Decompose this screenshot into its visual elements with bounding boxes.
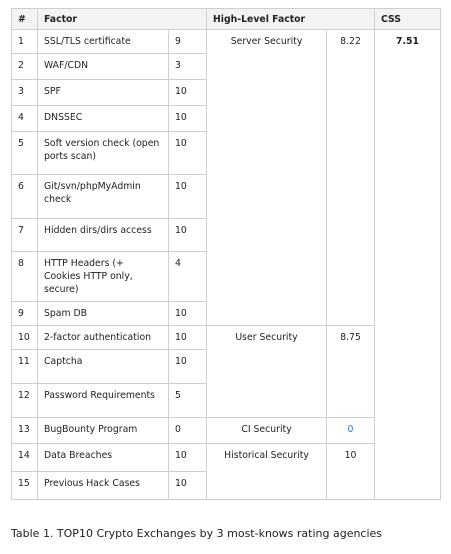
row-number: 13 (12, 418, 38, 444)
factor-name: WAF/CDN (38, 54, 169, 80)
row-number: 2 (12, 54, 38, 80)
css-value: 7.51 (375, 30, 441, 500)
factor-score: 10 (169, 472, 207, 500)
row-number: 3 (12, 80, 38, 106)
row-number: 10 (12, 326, 38, 350)
factor-name: SPF (38, 80, 169, 106)
factor-name: DNSSEC (38, 106, 169, 132)
factor-name: Captcha (38, 350, 169, 384)
header-factor: Factor (38, 9, 207, 30)
factor-score: 10 (169, 219, 207, 252)
factor-name: BugBounty Program (38, 418, 169, 444)
row-number: 4 (12, 106, 38, 132)
group-score: 8.75 (327, 326, 375, 418)
factor-name: Git/svn/phpMyAdmin check (38, 175, 169, 219)
factor-name: 2-factor authentication (38, 326, 169, 350)
table-caption: Table 1. TOP10 Crypto Exchanges by 3 most-knows rating agencies (11, 527, 383, 540)
group-name: User Security (207, 326, 327, 418)
factors-table (11, 8, 441, 500)
factor-score: 10 (169, 302, 207, 326)
factor-name: Soft version check (open ports scan) (38, 132, 169, 175)
header-high-level-factor: High-Level Factor (207, 9, 375, 30)
header-css: CSS (375, 9, 441, 30)
factor-score: 3 (169, 54, 207, 80)
header-num: # (12, 9, 38, 30)
row-number: 7 (12, 219, 38, 252)
group-name: Server Security (207, 30, 327, 326)
group-name: Historical Security (207, 444, 327, 500)
factor-score: 10 (169, 175, 207, 219)
factor-score: 0 (169, 418, 207, 444)
header-row (12, 9, 441, 30)
row-number: 14 (12, 444, 38, 472)
factor-name: Previous Hack Cases (38, 472, 169, 500)
factor-score: 10 (169, 80, 207, 106)
row-number: 1 (12, 30, 38, 54)
group-score: 10 (327, 444, 375, 500)
row-number: 5 (12, 132, 38, 175)
row-number: 8 (12, 252, 38, 302)
factor-name: HTTP Headers (+ Cookies HTTP only, secure) (38, 252, 169, 302)
factor-name: Data Breaches (38, 444, 169, 472)
group-score: 0 (327, 418, 375, 444)
factor-score: 5 (169, 384, 207, 418)
table-row (12, 30, 441, 54)
row-number: 9 (12, 302, 38, 326)
row-number: 6 (12, 175, 38, 219)
group-name: CI Security (207, 418, 327, 444)
factor-score: 4 (169, 252, 207, 302)
factor-score: 10 (169, 444, 207, 472)
factor-name: Hidden dirs/dirs access (38, 219, 169, 252)
factor-score: 9 (169, 30, 207, 54)
factor-name: Password Requirements (38, 384, 169, 418)
factor-score: 10 (169, 132, 207, 175)
group-score: 8.22 (327, 30, 375, 326)
row-number: 12 (12, 384, 38, 418)
factor-score: 10 (169, 326, 207, 350)
row-number: 15 (12, 472, 38, 500)
factor-score: 10 (169, 350, 207, 384)
factor-name: Spam DB (38, 302, 169, 326)
factor-score: 10 (169, 106, 207, 132)
factor-name: SSL/TLS certificate (38, 30, 169, 54)
row-number: 11 (12, 350, 38, 384)
